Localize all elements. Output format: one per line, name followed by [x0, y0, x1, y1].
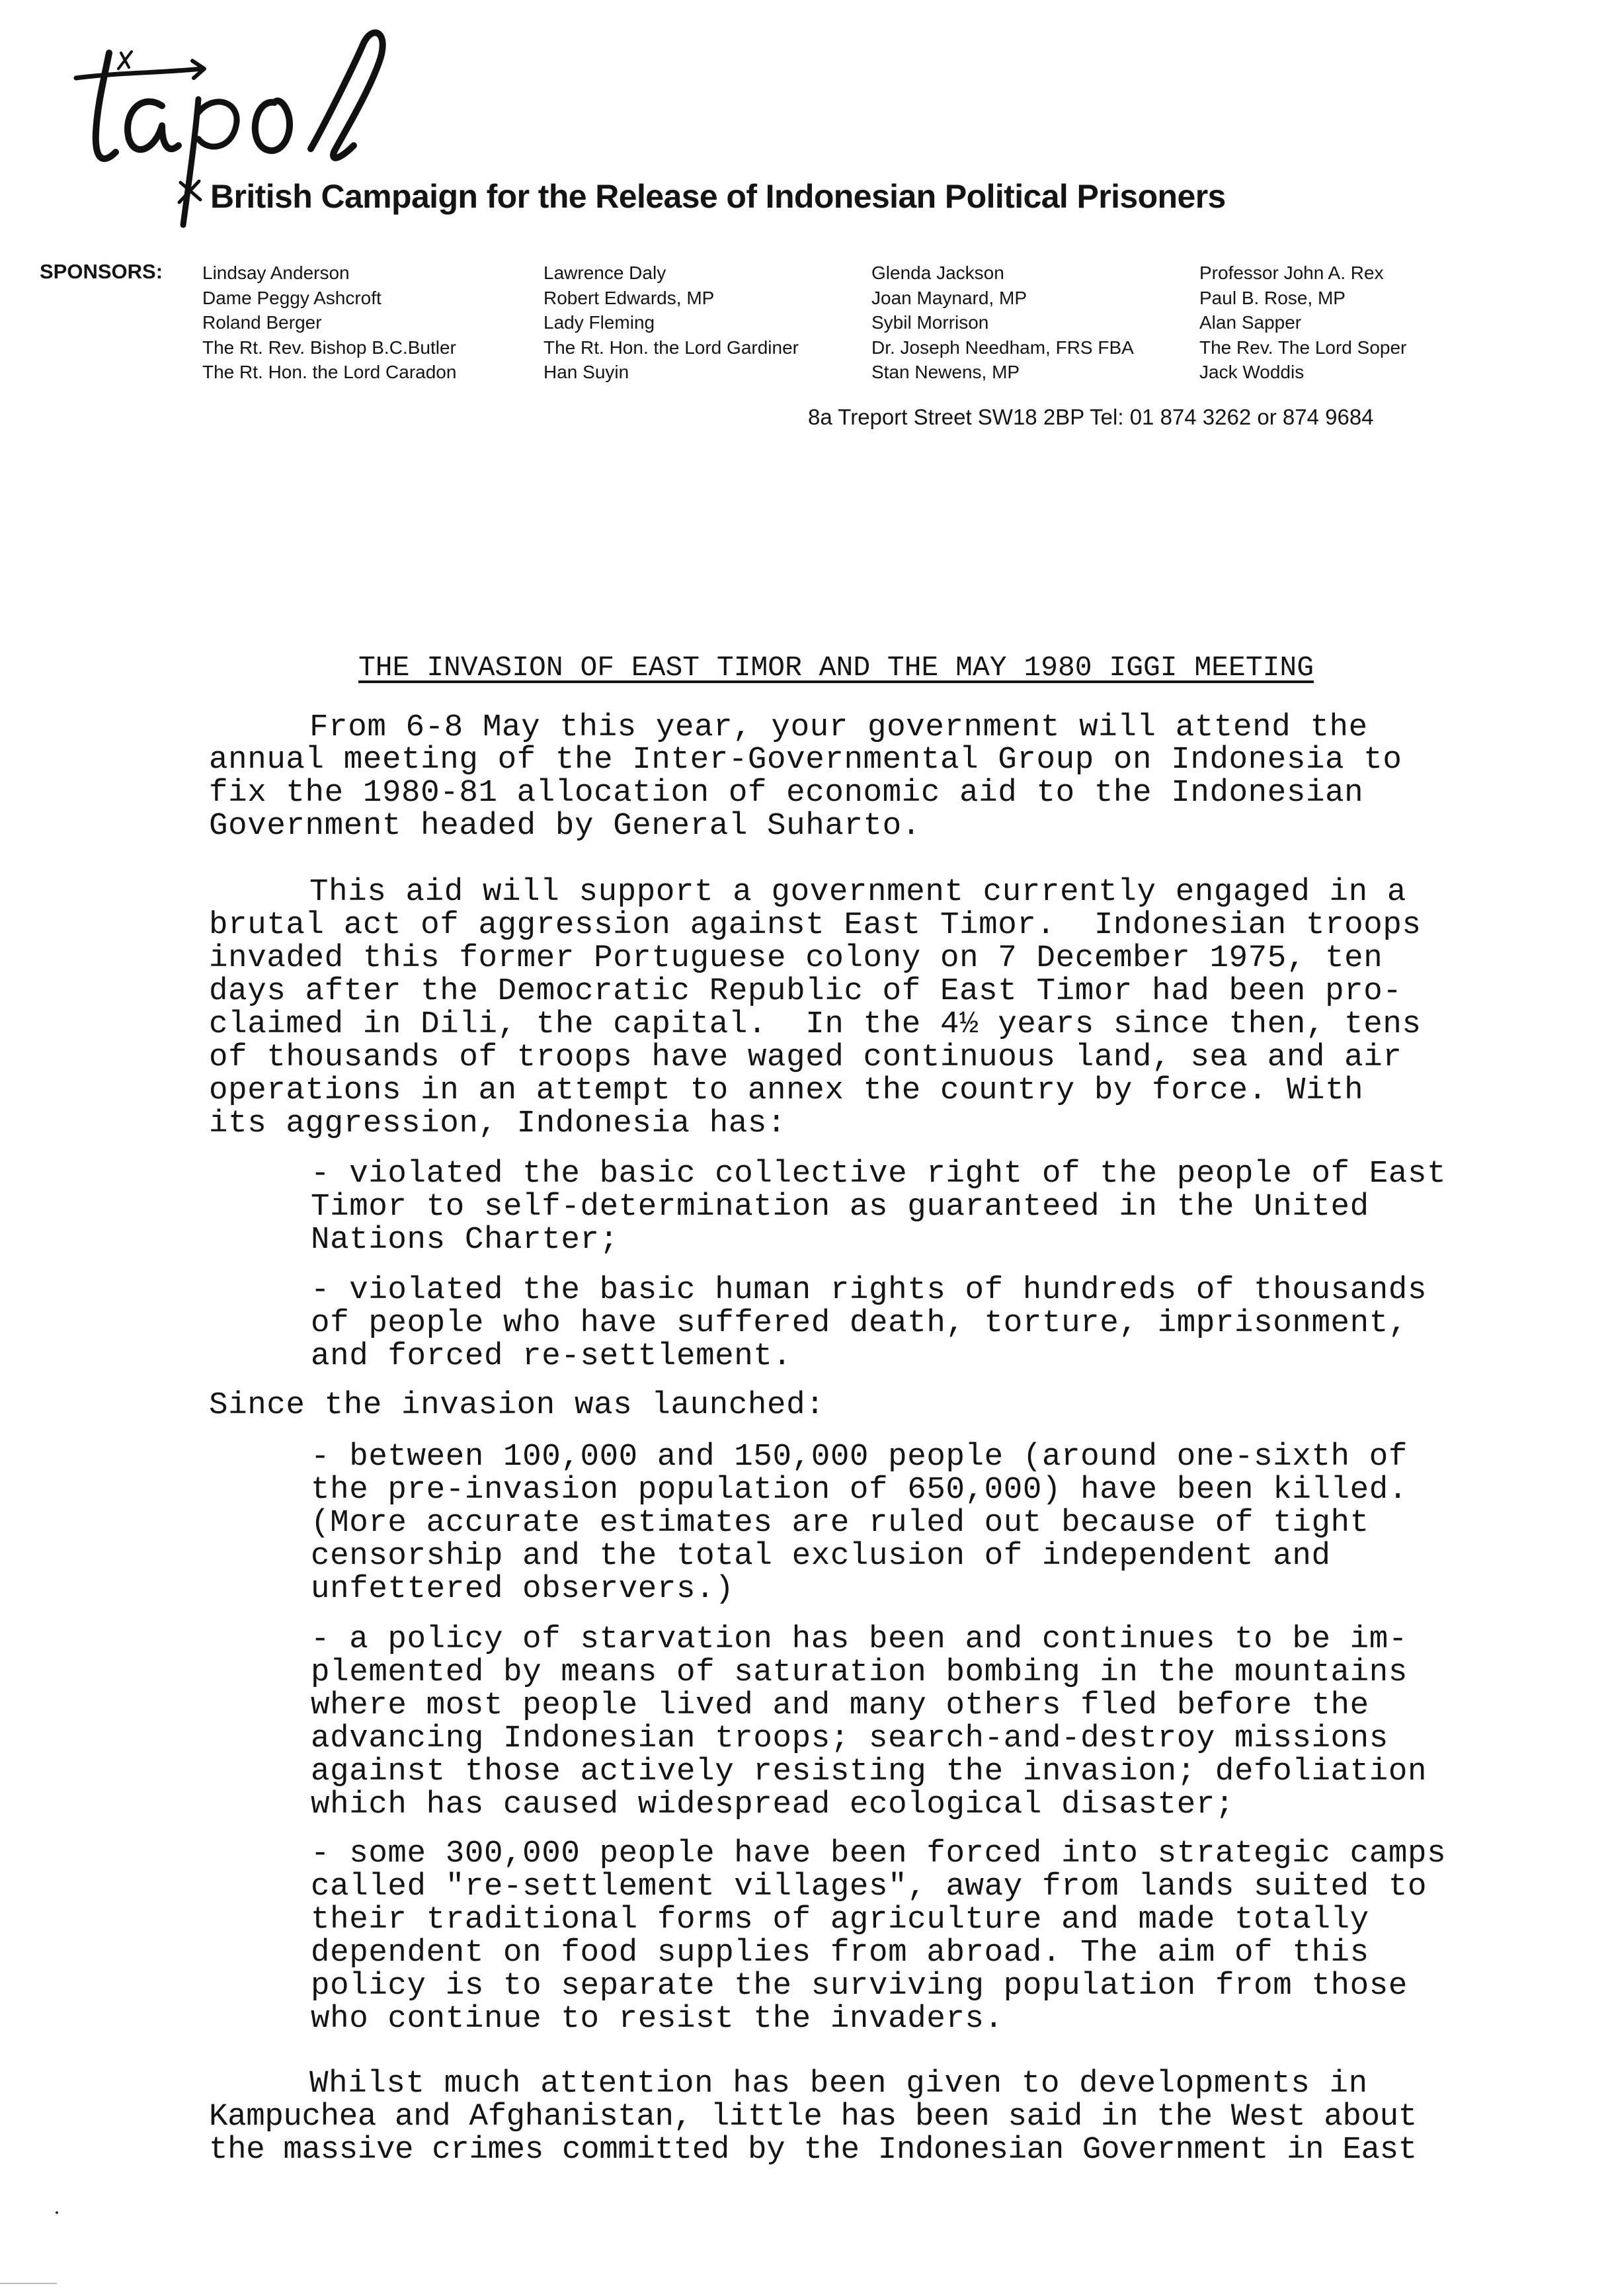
body-line: - a policy of starvation has been and continues to be im- — [311, 1621, 1408, 1657]
sponsor-name: Joan Maynard, MP — [871, 287, 1027, 308]
sponsor-name: The Rt. Rev. Bishop B.C.Butler — [202, 337, 456, 358]
body-line: - violated the basic collective right of the people of East — [311, 1156, 1447, 1192]
sponsor-name: Alan Sapper — [1199, 312, 1302, 333]
body-line: (More accurate estimates are ruled out because of tight — [311, 1505, 1369, 1541]
body-line: brutal act of aggression against East Timor. Indonesian troops — [209, 907, 1422, 943]
sponsor-name: Lady Fleming — [543, 312, 655, 333]
body-line: which has caused widespread ecological disaster; — [311, 1787, 1235, 1823]
body-line: of people who have suffered death, torture, imprisonment, — [311, 1305, 1408, 1341]
body-line: advancing Indonesian troops; search-and-destroy missions — [311, 1721, 1388, 1756]
body-line: plemented by means of saturation bombing in the mountains — [311, 1655, 1408, 1690]
body-line: - between 100,000 and 150,000 people (around one-sixth of — [311, 1439, 1408, 1475]
body-line: Timor to self-determination as guaranteed in the United — [311, 1189, 1369, 1225]
sponsor-name: Jack Woddis — [1199, 362, 1305, 382]
sponsor-name: The Rt. Hon. the Lord Gardiner — [543, 337, 799, 358]
body-line: Whilst much attention has been given to developments in — [309, 2066, 1368, 2102]
body-line: against those actively resisting the invasion; defoliation — [311, 1754, 1427, 1789]
body-line: operations in an attempt to annex the country by force. With — [209, 1073, 1364, 1108]
sponsor-name: Stan Newens, MP — [871, 362, 1020, 382]
body-line: the massive crimes committed by the Indonesian Government in East — [209, 2132, 1417, 2168]
sponsor-name: Professor John A. Rex — [1199, 263, 1384, 283]
body-line: dependent on food supplies from abroad. The aim of this — [311, 1935, 1369, 1971]
scan-edge-line — [0, 2283, 57, 2284]
sponsors-label: SPONSORS: — [40, 260, 163, 283]
body-line: From 6-8 May this year, your government will attend the — [309, 710, 1368, 745]
sponsor-column — [543, 261, 799, 385]
sponsor-name: The Rev. The Lord Soper — [1199, 337, 1407, 358]
sponsor-column — [871, 261, 1134, 385]
body-line: Since the invasion was launched: — [209, 1387, 825, 1423]
sponsor-name: Han Suyin — [543, 362, 629, 382]
body-line: Kampuchea and Afghanistan, little has been said in the West about — [209, 2099, 1417, 2135]
body-line: claimed in Dili, the capital. In the 4½ years since then, tens — [209, 1006, 1422, 1042]
body-line: called "re-settlement villages", away from lands suited to — [311, 1869, 1427, 1905]
body-line: days after the Democratic Republic of East Timor had been pro- — [209, 973, 1402, 1009]
document-title: THE INVASION OF EAST TIMOR AND THE MAY 1980 IGGI MEETING — [358, 651, 1314, 684]
body-line: invaded this former Portuguese colony on 7 December 1975, ten — [209, 940, 1383, 976]
body-line: annual meeting of the Inter-Governmental Group on Indonesia to — [209, 742, 1402, 778]
organization-address: 8a Treport Street SW18 2BP Tel: 01 874 3262 or 874 9684 — [808, 405, 1374, 429]
body-line: fix the 1980-81 allocation of economic aid to the Indonesian — [209, 775, 1364, 811]
body-line: censorship and the total exclusion of independent and — [311, 1538, 1331, 1574]
body-line: - some 300,000 people have been forced into strategic camps — [311, 1836, 1447, 1871]
body-line: Government headed by General Suharto. — [209, 808, 921, 844]
sponsor-name: Sybil Morrison — [871, 312, 989, 333]
body-line: the pre-invasion population of 650,000) have been killed. — [311, 1472, 1408, 1508]
scan-mark: · — [53, 2199, 61, 2226]
body-line: and forced re-settlement. — [311, 1338, 792, 1374]
sponsor-name: Robert Edwards, MP — [543, 287, 715, 308]
body-line: its aggression, Indonesia has: — [209, 1106, 787, 1141]
sponsor-name: Dame Peggy Ashcroft — [202, 287, 382, 308]
sponsor-name: Lawrence Daly — [543, 263, 666, 283]
body-line: - violated the basic human rights of hundreds of thousands — [311, 1272, 1427, 1308]
body-line: who continue to resist the invaders. — [311, 2001, 1004, 2037]
sponsor-column — [202, 261, 456, 385]
sponsor-name: Dr. Joseph Needham, FRS FBA — [871, 337, 1134, 358]
sponsor-name: Paul B. Rose, MP — [1199, 287, 1346, 308]
body-line: their traditional forms of agriculture and made totally — [311, 1902, 1369, 1938]
organization-name: British Campaign for the Release of Indonesian Political Prisoners — [210, 178, 1226, 215]
body-line: where most people lived and many others fled before the — [311, 1688, 1369, 1723]
sponsor-name: Roland Berger — [202, 312, 322, 333]
body-line: This aid will support a government currently engaged in a — [309, 874, 1406, 910]
body-line: of thousands of troops have waged continuous land, sea and air — [209, 1040, 1402, 1075]
body-line: unfettered observers.) — [311, 1571, 735, 1607]
sponsor-name: Glenda Jackson — [871, 263, 1004, 283]
body-line: Nations Charter; — [311, 1222, 619, 1258]
sponsor-column — [1199, 261, 1406, 385]
sponsor-name: The Rt. Hon. the Lord Caradon — [202, 362, 457, 382]
body-line: policy is to separate the surviving population from those — [311, 1968, 1408, 2004]
sponsor-name: Lindsay Anderson — [202, 263, 350, 283]
